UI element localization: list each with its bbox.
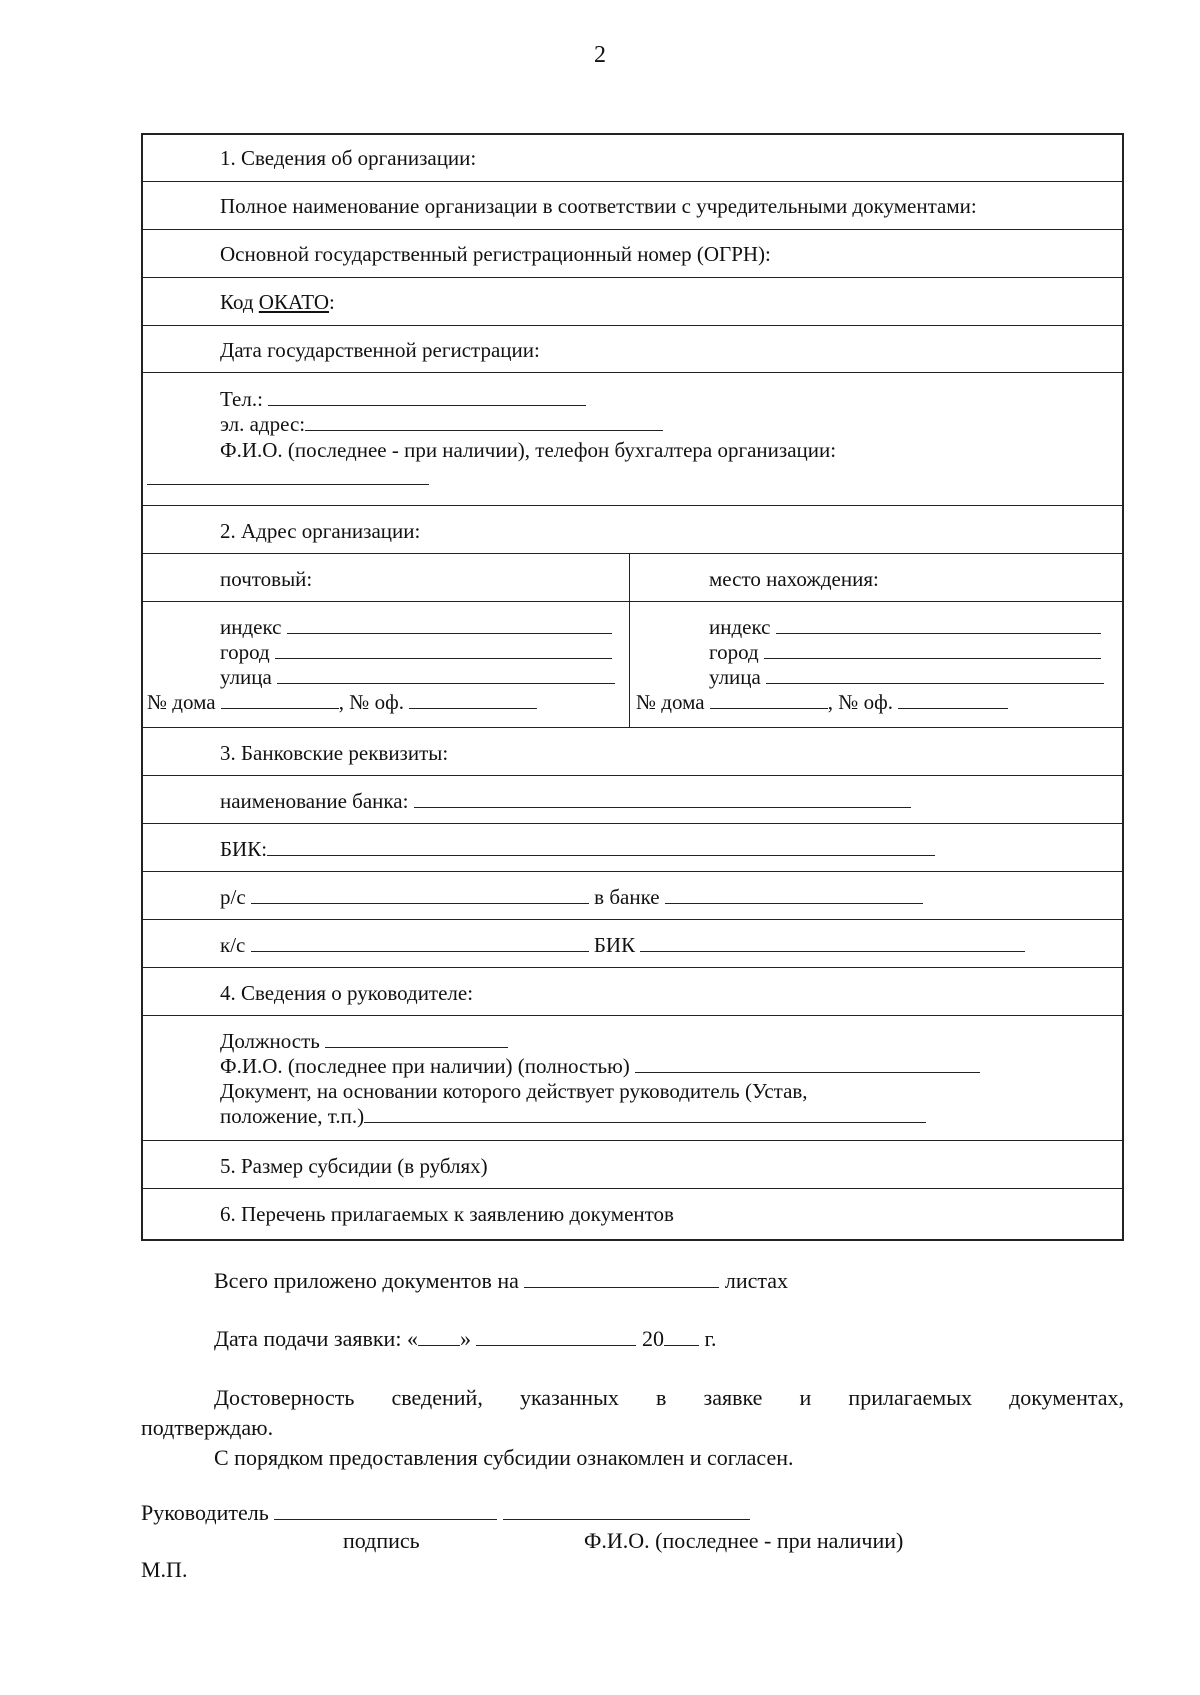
position-label: Должность — [220, 1029, 320, 1053]
office-label: , № оф. — [827, 690, 893, 714]
row-divider — [141, 1015, 1124, 1016]
position-field[interactable] — [325, 1029, 508, 1048]
row-divider — [141, 325, 1124, 326]
postal-street-field[interactable] — [277, 665, 615, 684]
location-house-field[interactable] — [710, 690, 828, 709]
city-label: город — [709, 640, 759, 664]
postal-house-row — [147, 690, 537, 715]
section-2-title: 2. Адрес организации: — [220, 519, 421, 543]
ks-field[interactable] — [251, 933, 589, 952]
confirmation-line-2: подтверждаю. — [141, 1415, 274, 1440]
accountant-label: Ф.И.О. (последнее - при наличии), телефон бухгалтера организации: — [220, 438, 837, 462]
phone-label: Тел.: — [220, 387, 263, 411]
basis-doc-label-2: положение, т.п.) — [220, 1104, 365, 1128]
bank-name-row — [220, 789, 911, 814]
date-month-field[interactable] — [476, 1327, 636, 1346]
row-divider — [141, 229, 1124, 230]
date-quote: » — [459, 1326, 471, 1351]
location-street-row — [709, 665, 1104, 690]
confirmation-paragraph — [141, 1383, 1124, 1473]
street-label: улица — [709, 665, 761, 689]
section-3-title: 3. Банковские реквизиты: — [220, 741, 449, 765]
date-prefix: Дата подачи заявки: « — [214, 1326, 418, 1351]
ks-row — [220, 933, 1025, 958]
row-divider — [141, 775, 1124, 776]
phone-row — [220, 387, 586, 412]
postal-office-field[interactable] — [409, 690, 537, 709]
office-label: , № оф. — [338, 690, 404, 714]
rs-label: р/с — [220, 885, 246, 909]
location-index-field[interactable] — [776, 615, 1101, 634]
okato-suffix: : — [329, 290, 335, 314]
ks-label: к/с — [220, 933, 246, 957]
stamp-label: М.П. — [141, 1557, 188, 1582]
in-bank-field[interactable] — [665, 885, 923, 904]
email-field[interactable] — [305, 412, 663, 431]
postal-index-field[interactable] — [287, 615, 612, 634]
bik2-label: БИК — [593, 933, 636, 957]
ogrn-label: Основной государственный регистрационный номер (ОГРН): — [220, 242, 771, 266]
date-day-field[interactable] — [418, 1327, 460, 1346]
basis-doc-field[interactable] — [364, 1104, 926, 1123]
postal-street-row — [220, 665, 615, 690]
email-label: эл. адрес: — [220, 412, 306, 436]
section-1-title: 1. Сведения об организации: — [220, 146, 477, 170]
accountant-field[interactable] — [147, 466, 429, 485]
head-fio-row — [220, 1054, 980, 1079]
signature-field[interactable] — [274, 1501, 497, 1520]
basis-doc-row — [220, 1104, 926, 1129]
rs-row — [220, 885, 923, 910]
row-divider — [141, 1188, 1124, 1189]
in-bank-label: в банке — [594, 885, 660, 909]
section-5-title: 5. Размер субсидии (в рублях) — [220, 1154, 488, 1178]
email-row — [220, 412, 663, 437]
okato-row — [220, 290, 335, 315]
bik-label: БИК: — [220, 837, 268, 861]
section-6-title: 6. Перечень прилагаемых к заявлению документов — [220, 1202, 674, 1226]
location-city-field[interactable] — [764, 640, 1101, 659]
location-street-field[interactable] — [766, 665, 1104, 684]
bik2-field[interactable] — [640, 933, 1025, 952]
okato-prefix: Код — [220, 290, 259, 314]
signature-caption: подпись — [343, 1528, 420, 1553]
row-divider — [141, 181, 1124, 182]
total-docs-row — [214, 1268, 788, 1294]
total-sheets-field[interactable] — [524, 1269, 719, 1288]
fio-caption: Ф.И.О. (последнее - при наличии) — [584, 1528, 904, 1553]
row-divider — [141, 601, 1124, 602]
okato-link[interactable]: ОКАТО — [258, 290, 330, 314]
total-docs-suffix: листах — [724, 1268, 789, 1293]
postal-city-field[interactable] — [275, 640, 612, 659]
full-name-label: Полное наименование организации в соответствии с учредительными документами: — [220, 194, 977, 218]
row-divider — [141, 505, 1124, 506]
section-4-title: 4. Сведения о руководителе: — [220, 981, 474, 1005]
postal-house-field[interactable] — [221, 690, 339, 709]
head-label: Руководитель — [141, 1500, 269, 1525]
postal-index-row — [220, 615, 612, 640]
street-label: улица — [220, 665, 272, 689]
row-divider — [141, 1140, 1124, 1141]
position-row — [220, 1029, 508, 1054]
date-year-prefix: 20 — [641, 1326, 664, 1351]
head-signature-row — [141, 1500, 750, 1526]
row-divider — [141, 727, 1124, 728]
page-number: 2 — [594, 42, 606, 68]
rs-field[interactable] — [251, 885, 589, 904]
location-index-row — [709, 615, 1101, 640]
row-divider — [141, 553, 1124, 554]
postal-address-label: почтовый: — [220, 567, 313, 591]
head-fio-label: Ф.И.О. (последнее при наличии) (полностью) — [220, 1054, 630, 1078]
location-address-label: место нахождения: — [709, 567, 879, 591]
row-divider — [141, 919, 1124, 920]
head-name-field[interactable] — [503, 1501, 750, 1520]
submission-date-row — [214, 1326, 717, 1352]
phone-field[interactable] — [268, 387, 586, 406]
row-divider — [141, 277, 1124, 278]
head-fio-field[interactable] — [635, 1054, 980, 1073]
basis-doc-label: Документ, на основании которого действует руководитель (Устав, — [220, 1079, 808, 1103]
bik-field[interactable] — [267, 837, 935, 856]
house-label: № дома — [147, 690, 216, 714]
city-label: город — [220, 640, 270, 664]
bank-name-field[interactable] — [414, 789, 911, 808]
location-house-row — [636, 690, 1008, 715]
index-label: индекс — [220, 615, 282, 639]
bank-name-label: наименование банка: — [220, 789, 409, 813]
row-divider — [141, 871, 1124, 872]
date-suffix: г. — [704, 1326, 717, 1351]
bik-row — [220, 837, 935, 862]
index-label: индекс — [709, 615, 771, 639]
reg-date-label: Дата государственной регистрации: — [220, 338, 540, 362]
confirmation-line-1: Достоверность сведений, указанных в заявке и прилагаемых документах, — [214, 1385, 1124, 1410]
agreement-line: С порядком предоставления субсидии ознакомлен и согласен. — [214, 1445, 794, 1470]
address-column-divider — [629, 553, 630, 727]
location-city-row — [709, 640, 1101, 665]
house-label: № дома — [636, 690, 705, 714]
row-divider — [141, 967, 1124, 968]
row-divider — [141, 372, 1124, 373]
location-office-field[interactable] — [898, 690, 1008, 709]
total-docs-prefix: Всего приложено документов на — [214, 1268, 519, 1293]
row-divider — [141, 823, 1124, 824]
postal-city-row — [220, 640, 612, 665]
date-year-field[interactable] — [664, 1327, 699, 1346]
